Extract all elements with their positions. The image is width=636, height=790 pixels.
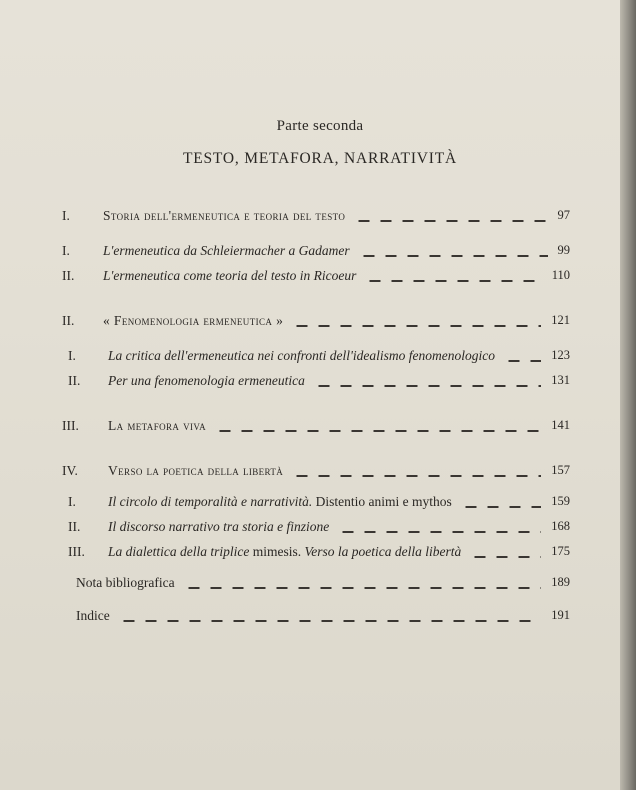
toc-entry bbox=[0, 243, 620, 263]
toc-entry-number: III. bbox=[62, 418, 79, 433]
toc-entry-number: III. bbox=[68, 544, 85, 559]
page-edge bbox=[620, 0, 636, 790]
toc-entry bbox=[0, 418, 620, 438]
toc-entry-title bbox=[103, 313, 283, 329]
toc-entry-number: II. bbox=[68, 373, 81, 388]
toc-entry bbox=[0, 463, 620, 483]
section-title: TESTO, METAFORA, NARRATIVITÀ bbox=[182, 150, 458, 167]
toc-entry bbox=[0, 544, 620, 564]
toc-entry bbox=[0, 519, 620, 539]
toc-leader-dots bbox=[353, 220, 547, 222]
toc-entry-title-text: « Fenomenologia ermeneutica » bbox=[103, 313, 284, 328]
toc-entry-page: 97 bbox=[557, 208, 570, 222]
toc-leader-dots bbox=[469, 556, 541, 558]
toc-leader-dots bbox=[358, 255, 548, 257]
toc-entry-number: II. bbox=[68, 519, 81, 534]
part-label: Parte seconda bbox=[276, 118, 364, 134]
toc-entry-title-text: Per una fenomenologia ermeneutica bbox=[108, 373, 305, 388]
toc-entry-title-roman: mimesis. bbox=[252, 544, 302, 559]
toc-entry-number: I. bbox=[62, 208, 70, 223]
toc-entry-title bbox=[103, 243, 350, 259]
toc-entry-number: II. bbox=[62, 313, 75, 328]
toc-entry bbox=[0, 494, 620, 514]
toc-entry bbox=[0, 575, 620, 595]
toc-entry-page: 99 bbox=[557, 243, 570, 257]
toc-entry-title bbox=[108, 463, 283, 479]
toc-entry-number: I. bbox=[62, 243, 70, 258]
toc-leader-dots bbox=[214, 430, 541, 432]
toc-entry-title-text: Storia dell'ermeneutica e teoria del testo bbox=[103, 208, 346, 223]
toc-entry-page: 189 bbox=[551, 575, 570, 589]
toc-entry bbox=[0, 348, 620, 368]
toc-leader-dots bbox=[313, 385, 541, 387]
toc-entry-title bbox=[108, 494, 452, 510]
toc-entry-page: 157 bbox=[551, 463, 570, 477]
toc-leader-dots bbox=[118, 620, 542, 622]
toc-entry-title bbox=[108, 348, 495, 364]
toc-entry bbox=[0, 208, 620, 228]
toc-entry bbox=[0, 373, 620, 393]
toc-entry-page: 121 bbox=[551, 313, 570, 327]
toc-leader-dots bbox=[183, 587, 542, 589]
toc-entry-title-text: Nota bibliografica bbox=[76, 575, 175, 590]
toc-entry-page: 110 bbox=[551, 268, 570, 282]
toc-leader-dots bbox=[337, 531, 541, 533]
toc-entry-page: 191 bbox=[551, 608, 570, 622]
toc-entry-title-tail: Verso la poetica della libertà bbox=[304, 544, 462, 559]
toc-entry-number: II. bbox=[62, 268, 75, 283]
toc-entry-page: 131 bbox=[551, 373, 570, 387]
toc-entry-title bbox=[108, 544, 461, 560]
toc-entry-number: I. bbox=[68, 348, 76, 363]
toc-entry-number: IV. bbox=[62, 463, 78, 478]
toc-entry-title-text: Il discorso narrativo tra storia e finzione bbox=[108, 519, 330, 534]
toc-entry-page: 168 bbox=[551, 519, 570, 533]
toc-entry-title bbox=[108, 418, 206, 434]
toc-leader-dots bbox=[503, 360, 541, 362]
toc-entry-title-text: L'ermeneutica come teoria del testo in Ricoeur bbox=[103, 268, 357, 283]
toc-entry-title-text: Il circolo di temporalità e narratività. bbox=[108, 494, 313, 509]
toc-entry-title bbox=[108, 373, 305, 389]
toc-entry-title-text: La metafora viva bbox=[108, 418, 207, 433]
toc-entry-title-roman: Distentio animi e mythos bbox=[315, 494, 452, 509]
toc-entry bbox=[0, 268, 620, 288]
toc-entry-title bbox=[76, 608, 110, 624]
toc-entry-number: I. bbox=[68, 494, 76, 509]
toc-leader-dots bbox=[291, 325, 541, 327]
toc-leader-dots bbox=[460, 506, 542, 508]
toc-entry-title-text: L'ermeneutica da Schleiermacher a Gadamer bbox=[103, 243, 350, 258]
toc-entry-title-text: Indice bbox=[76, 608, 110, 623]
toc-entry-title-text: La dialettica della triplice bbox=[108, 544, 250, 559]
toc-entry bbox=[0, 313, 620, 333]
toc-entry-page: 141 bbox=[551, 418, 570, 432]
toc-entry-page: 159 bbox=[551, 494, 570, 508]
toc-entry-title-text: Verso la poetica della libertà bbox=[108, 463, 284, 478]
toc-entry-title bbox=[103, 268, 356, 284]
toc-entry-title-text: La critica dell'ermeneutica nei confronti dell'idealismo fenomenologico bbox=[108, 348, 495, 363]
toc-entry-title bbox=[76, 575, 175, 591]
toc-leader-dots bbox=[291, 475, 541, 477]
toc-leader-dots bbox=[364, 280, 541, 282]
toc-entry bbox=[0, 608, 620, 628]
toc-entry-title bbox=[103, 208, 345, 224]
toc-entry-title bbox=[108, 519, 329, 535]
toc-entry-page: 175 bbox=[551, 544, 570, 558]
toc-entry-page: 123 bbox=[551, 348, 570, 362]
